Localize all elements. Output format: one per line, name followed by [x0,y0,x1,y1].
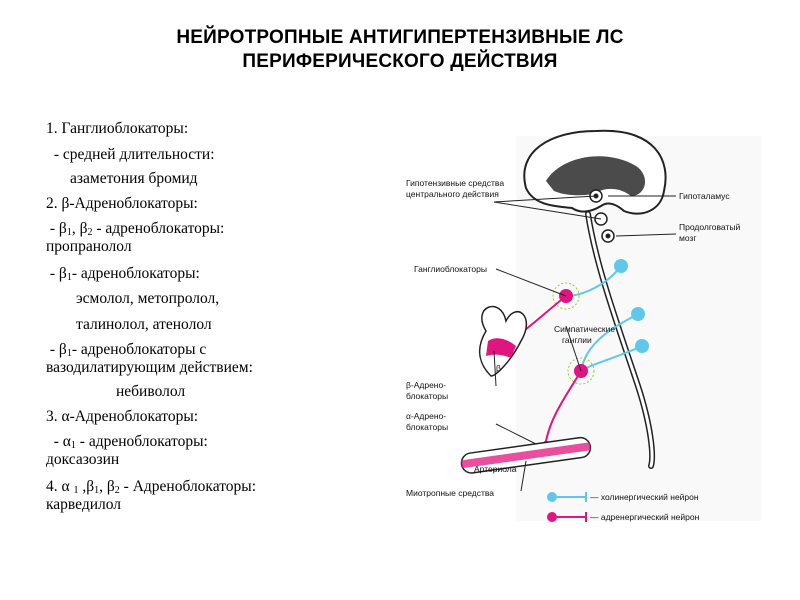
group-3-drug: доксазозин [46,451,120,468]
group-3-subtype [46,433,208,451]
subscript: 1 [70,440,76,451]
text-part: , β [71,220,88,237]
cholinergic-soma-1 [614,259,628,273]
label-alpha-2: блокаторы [406,422,449,432]
subscript: 1 [73,485,79,496]
subscript: 2 [87,227,93,238]
label-medulla-1: Продолговатый [679,222,741,232]
text-part: - адреноблокаторы: [71,265,200,282]
group-2-b1v-line [46,341,206,359]
label-alpha-1: α-Адрено- [406,411,447,421]
label-hypothalamus: Гипоталамус [679,191,730,201]
label-medulla-2: мозг [679,233,697,243]
label-ganglioblockers: Ганглиоблокаторы [414,264,487,274]
text-part: ,β [78,478,95,495]
text-part: - Адреноблокаторы: [119,478,256,495]
cholinergic-soma-2 [631,307,645,321]
group-2-b12-drug: пропранолол [46,238,132,255]
label-beta-2: блокаторы [406,391,449,401]
group-2-b1-line [46,265,200,283]
text-part: , β [99,478,115,495]
text-part: - адреноблокаторы: [92,220,225,237]
label-arteriole: Артериола [474,464,517,474]
subscript: 1 [94,485,100,496]
text-part: - адреноблокаторы: [75,433,208,450]
subscript: 1 [66,272,72,283]
label-beta-1: β-Адрено- [406,380,447,390]
text-part: - адреноблокаторы с [71,341,207,358]
group-4-heading [46,478,256,496]
heart-beta-label: β [496,363,501,373]
legend-cholinergic-soma [547,492,557,502]
legend-cholinergic-label: — холинергический нейрон [590,492,699,502]
title-line-1: НЕЙРОТРОПНЫЕ АНТИГИПЕРТЕНЗИВНЫЕ ЛС [176,27,624,48]
nervous-system-diagram [376,126,766,531]
text-part: - β [46,341,67,358]
group-4-drug: карведилол [46,496,122,513]
group-2-b12-line [46,220,224,238]
group-1-heading: 1. Ганглиоблокаторы: [46,120,189,137]
legend-adrenergic-label: — адренергический нейрон [590,512,700,522]
group-1-subtype: - средней длительности: [50,146,215,163]
group-2-b1v-line-2: вазодилатирующим действием: [46,359,253,376]
medulla-dot [606,234,611,239]
label-central-1: Гипотензивные средства [406,178,505,188]
label-central-2: центрального действия [406,189,499,199]
legend-adrenergic-soma [547,512,557,522]
subscript: 2 [114,485,120,496]
text-part: - β [46,220,67,237]
group-2-b1v-drug: небиволол [116,383,186,400]
text-part: 4. α [46,478,74,495]
subscript: 1 [66,348,72,359]
title-line-2: ПЕРИФЕРИЧЕСКОГО ДЕЙСТВИЯ [242,51,558,72]
group-1-drug: азаметония бромид [70,170,198,187]
subscript: 1 [66,227,72,238]
group-2-b1-drugs-1: эсмолол, метопролол, [76,290,220,307]
group-3-heading: 3. α-Адреноблокаторы: [46,408,199,425]
text-part: - β [46,265,67,282]
group-2-b1-drugs-2: талинолол, атенолол [76,316,212,333]
label-myotropic: Миотропные средства [406,488,494,498]
label-sympathetic-1: Симпатические [554,324,616,334]
page-title [40,26,760,74]
text-part: - α [46,433,71,450]
group-2-heading: 2. β-Адреноблокаторы: [46,195,198,212]
label-sympathetic-2: ганглии [562,335,592,345]
